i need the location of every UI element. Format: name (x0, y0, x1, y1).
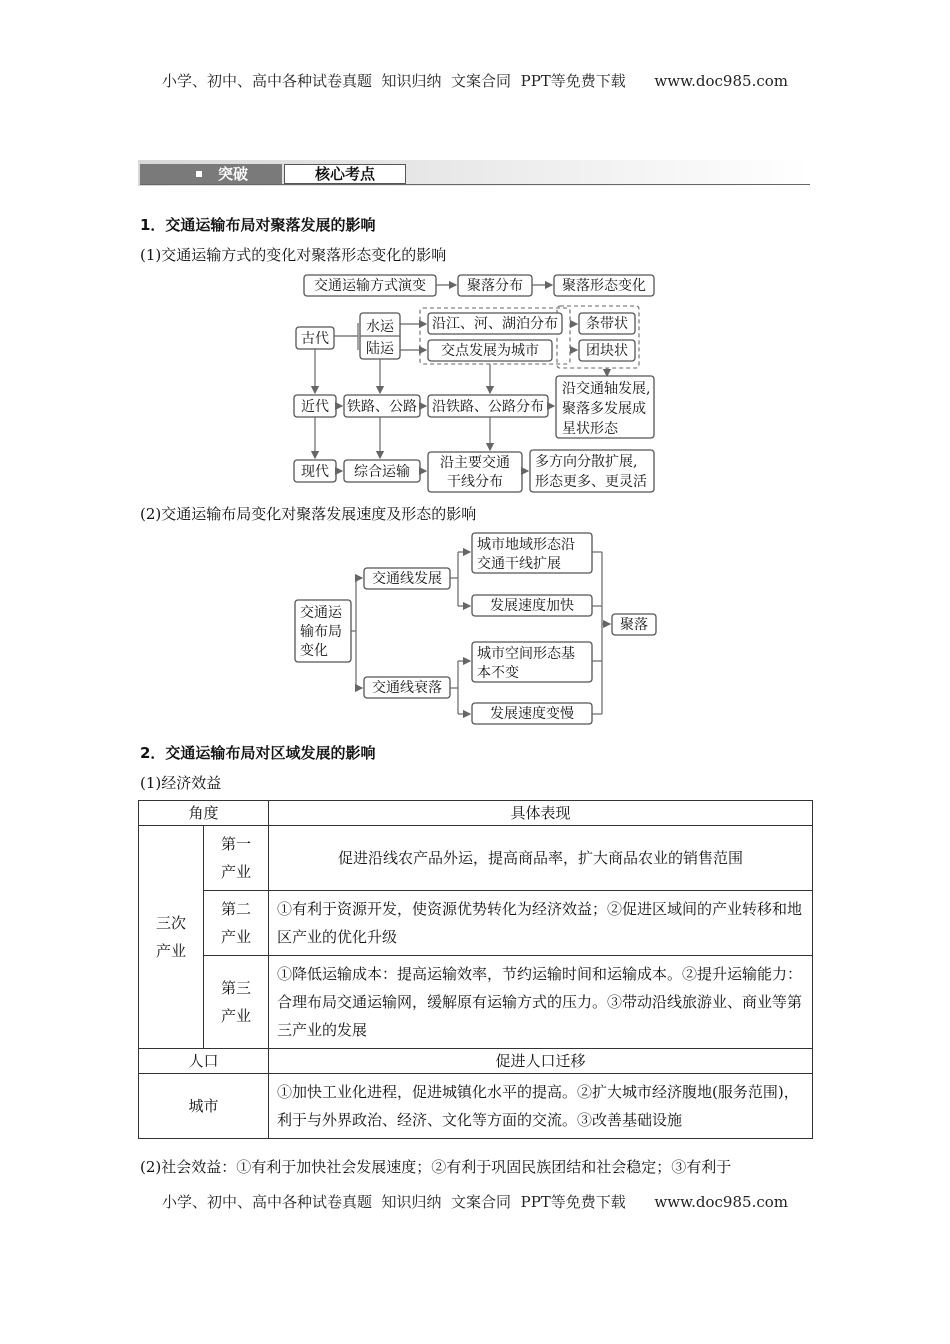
section1-sub2: (2)交通运输布局变化对聚落发展速度及形态的影响 (140, 505, 477, 523)
cell-city: 城市 (139, 1074, 269, 1139)
transport-change-diagram (292, 530, 662, 730)
table-row (139, 1049, 813, 1074)
cell-primary-text: 促进沿线农产品外运，提高商品率，扩大商品农业的销售范围 (269, 826, 813, 891)
banner-light-tab: 核心考点 (284, 164, 406, 184)
label-change-2: 输布局 (300, 624, 342, 640)
label-integrated: 综合运输 (354, 464, 410, 480)
cell-tertiary-text: ①降低运输成本：提高运输效率，节约运输时间和运输成本。②提升运输能力：合理布局交通运输网，缓解原有运输方式的压力。③带动沿线旅游业、商业等第三产业的发展 (269, 956, 813, 1049)
label-land: 陆运 (366, 341, 394, 357)
cell-secondary-text: ①有利于资源开发，使资源优势转化为经济效益；②促进区域间的产业转移和地区产业的优化升级 (269, 891, 813, 956)
page-footer: 小学、初中、高中各种试卷真题 知识归纳 文案合同 PPT等免费下载 www.doc985.com (161, 1193, 788, 1211)
table-header-row (139, 801, 813, 826)
section1-title: 1．交通运输布局对聚落发展的影响 (140, 216, 376, 234)
table-row (139, 1074, 813, 1139)
section2-sub1: (1)经济效益 (140, 774, 222, 792)
label-contemporary: 现代 (301, 464, 329, 480)
label-junction: 交点发展为城市 (441, 343, 539, 359)
label-multi-dir-1: 多方向分散扩展, (535, 454, 638, 470)
banner-dark-tab: 突破 (140, 164, 282, 184)
label-water: 水运 (366, 319, 394, 335)
label-along-river: 沿江、河、湖泊分布 (432, 316, 558, 332)
label-settlement: 聚落 (620, 617, 648, 633)
cell-city-text: ①加快工业化进程，促进城镇化水平的提高。②扩大城市经济腹地(服务范围)，利于与外界政治、经济、文化等方面的交流。③改善基础设施 (269, 1074, 813, 1139)
header-detail: 具体表现 (269, 801, 813, 826)
label-expand-2: 交通干线扩展 (477, 556, 561, 572)
cell-population: 人口 (139, 1049, 269, 1074)
header-angle: 角度 (139, 801, 269, 826)
label-slow-down: 发展速度变慢 (490, 706, 574, 722)
table-row (139, 891, 813, 956)
social-benefits-text: (2)社会效益：①有利于加快社会发展速度；②有利于巩固民族团结和社会稳定；③有利于 (140, 1158, 732, 1176)
label-multi-dir-2: 形态更多、更灵活 (535, 474, 647, 490)
label-cluster: 团块状 (586, 343, 628, 359)
label-star-form-1: 沿交通轴发展, (562, 381, 651, 397)
label-rail-road: 铁路、公路 (347, 399, 417, 415)
label-expand-1: 城市地域形态沿 (477, 537, 575, 553)
cell-primary: 第一产业 (204, 826, 269, 891)
label-unchanged-2: 本不变 (477, 665, 519, 681)
square-icon (196, 171, 202, 177)
section1-sub1: (1)交通运输方式的变化对聚落形态变化的影响 (140, 246, 447, 264)
label-strip: 条带状 (586, 316, 628, 332)
label-star-form-2: 聚落多发展成 (562, 401, 646, 417)
label-unchanged-1: 城市空间形态基 (477, 646, 575, 662)
label-distribution: 聚落分布 (467, 278, 523, 294)
economic-benefits-table (138, 800, 813, 1139)
cell-three-industries: 三次产业 (139, 826, 204, 1049)
label-evolution: 交通运输方式演变 (314, 278, 426, 294)
label-decline: 交通线衰落 (372, 680, 442, 696)
label-ancient: 古代 (301, 331, 329, 347)
label-along-rail: 沿铁路、公路分布 (432, 399, 544, 415)
label-develop: 交通线发展 (372, 571, 442, 587)
cell-tertiary: 第三产业 (204, 956, 269, 1049)
label-main-lines-1: 沿主要交通 (440, 455, 510, 471)
label-modern: 近代 (301, 399, 329, 415)
section2-title: 2．交通运输布局对区域发展的影响 (140, 744, 376, 762)
label-form-change: 聚落形态变化 (562, 278, 646, 294)
cell-population-text: 促进人口迁移 (269, 1049, 813, 1074)
label-change-3: 变化 (300, 643, 328, 659)
table-row (139, 826, 813, 891)
label-star-form-3: 星状形态 (562, 421, 618, 437)
section-banner (138, 160, 810, 188)
transport-evolution-diagram (290, 270, 670, 495)
label-main-lines-2: 干线分布 (447, 474, 503, 490)
label-change-1: 交通运 (300, 605, 342, 621)
page-header: 小学、初中、高中各种试卷真题 知识归纳 文案合同 PPT等免费下载 www.doc985.com (161, 72, 788, 90)
cell-secondary: 第二产业 (204, 891, 269, 956)
table-row (139, 956, 813, 1049)
label-speed-up: 发展速度加快 (490, 598, 574, 614)
